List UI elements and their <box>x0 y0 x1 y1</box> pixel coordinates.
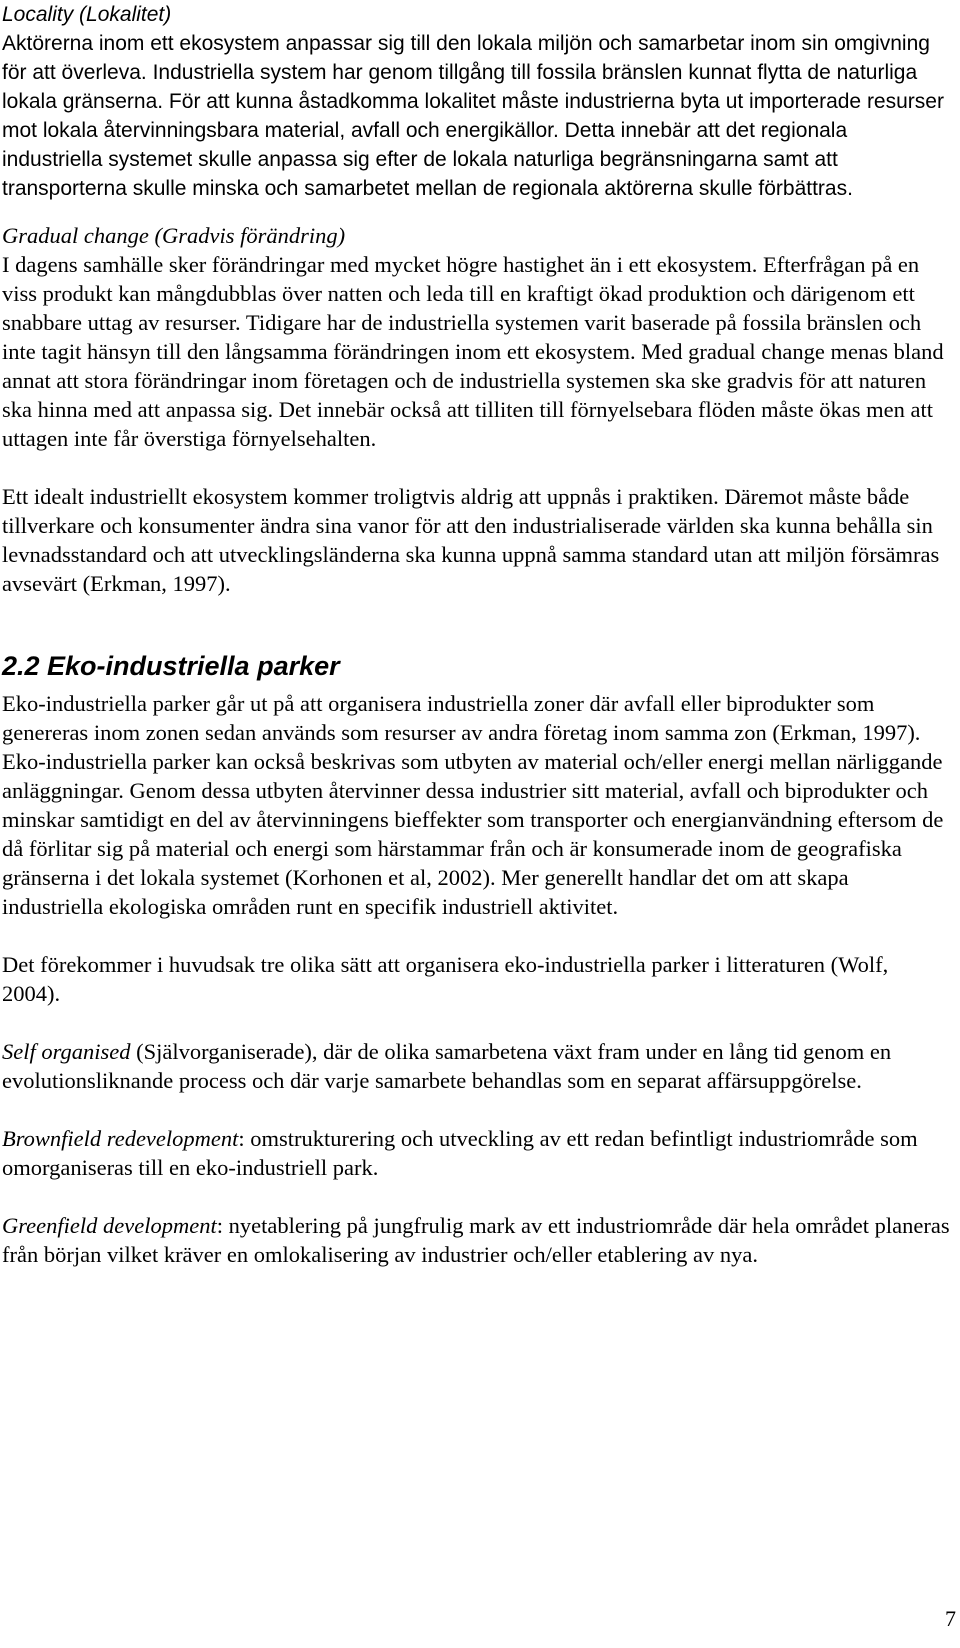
self-organised-paragraph <box>2 1037 950 1095</box>
eco-industrial-parks-paragraph: Eko-industriella parker går ut på att organisera industriella zoner där avfall eller biprodukter som genereras inom zonen sedan används som resurser av andra företag inom samma zon (Erkman, 1997). Eko-industriella parker kan också beskrivas som utbyten av material och/eller energi mellan närliggande anläggningar. Genom dessa utbyten återvinner dessa industrier sitt material, avfall och biprodukter och minskar samtidigt en del av återvinningens bieffekter som transporter och energianvändning eftersom de då förlitar sig på material och energi som härstammar från och är konsumerade inom de geografiska gränserna i det lokala systemet (Korhonen et al, 2002). Mer generellt handlar det om att skapa industriella ekologiska områden runt en specifik industriell aktivitet. <box>2 691 944 919</box>
greenfield-term: Greenfield development <box>2 1213 217 1238</box>
three-ways-paragraph: Det förekommer i huvudsak tre olika sätt att organisera eko-industriella parker i litteraturen (Wolf, 2004). <box>2 952 889 1006</box>
gradual-change-heading: Gradual change (Gradvis förändring) <box>2 223 346 248</box>
brownfield-text: : omstrukturering och utveckling av ett redan befintligt industriområde som omorganiseras till en eko-industriell park. <box>2 1126 918 1180</box>
locality-heading: Locality (Lokalitet) <box>2 3 172 26</box>
greenfield-text: : nyetablering på jungfrulig mark av ett industriområde där hela området planeras från början vilket kräver en omlokalisering av industrier och/eller etablering av nya. <box>2 1213 950 1267</box>
document-page <box>2 0 950 1269</box>
section-heading-2-2: 2.2 Eko-industriella parker <box>2 651 340 681</box>
page-number: 7 <box>945 1606 956 1631</box>
locality-paragraph: Aktörerna inom ett ekosystem anpassar sig till den lokala miljön och samarbetar inom sin omgivning för att överleva. Industriella system har genom tillgång till fossila bränslen kunnat flytta de naturliga lokala gränserna. För att kunna åstadkomma lokalitet måste industrierna byta ut importerade resurser mot lokala återvinningsbara material, avfall och energikällor. Detta innebär att det regionala industriella systemet skulle anpassa sig efter de lokala naturliga begränsningarna samt att transporterna skulle minska och samarbetet mellan de regionala aktörerna skulle förbättras. <box>2 32 944 200</box>
ideal-ecosystem-paragraph: Ett idealt industriellt ekosystem kommer troligtvis aldrig att uppnås i praktiken. Däremot måste både tillverkare och konsumenter ändra sina vanor för att den industrialiserade världen ska kunna behålla sin levnadsstandard och att utvecklingsländerna ska kunna uppnå samma standard utan att miljön försämras avsevärt (Erkman, 1997). <box>2 484 940 596</box>
self-organised-term: Self organised <box>2 1039 131 1064</box>
greenfield-paragraph <box>2 1211 950 1269</box>
gradual-change-paragraph: I dagens samhälle sker förändringar med mycket högre hastighet än i ett ekosystem. Efterfrågan på en viss produkt kan mångdubblas över natten och leda till en kraftigt ökad produktion och därigenom ett snabbare uttag av resurser. Tidigare har de industriella systemen varit baserade på fossila bränslen och inte tagit hänsyn till den långsamma förändringen inom ett ekosystem. Med gradual change menas bland annat att stora förändringar inom företagen och de industriella systemen ska ske gradvis för att naturen ska hinna med att anpassa sig. Det innebär också att tilliten till förnyelsebara flöden måste ökas men att uttagen inte får överstiga förnyelsehalten. <box>2 252 944 451</box>
brownfield-paragraph <box>2 1124 950 1182</box>
brownfield-term: Brownfield redevelopment <box>2 1126 239 1151</box>
self-organised-text: (Självorganiserade), där de olika samarbetena växt fram under en lång tid genom en evolutionsliknande process och där varje samarbete behandlas som en separat affärsuppgörelse. <box>2 1039 892 1093</box>
